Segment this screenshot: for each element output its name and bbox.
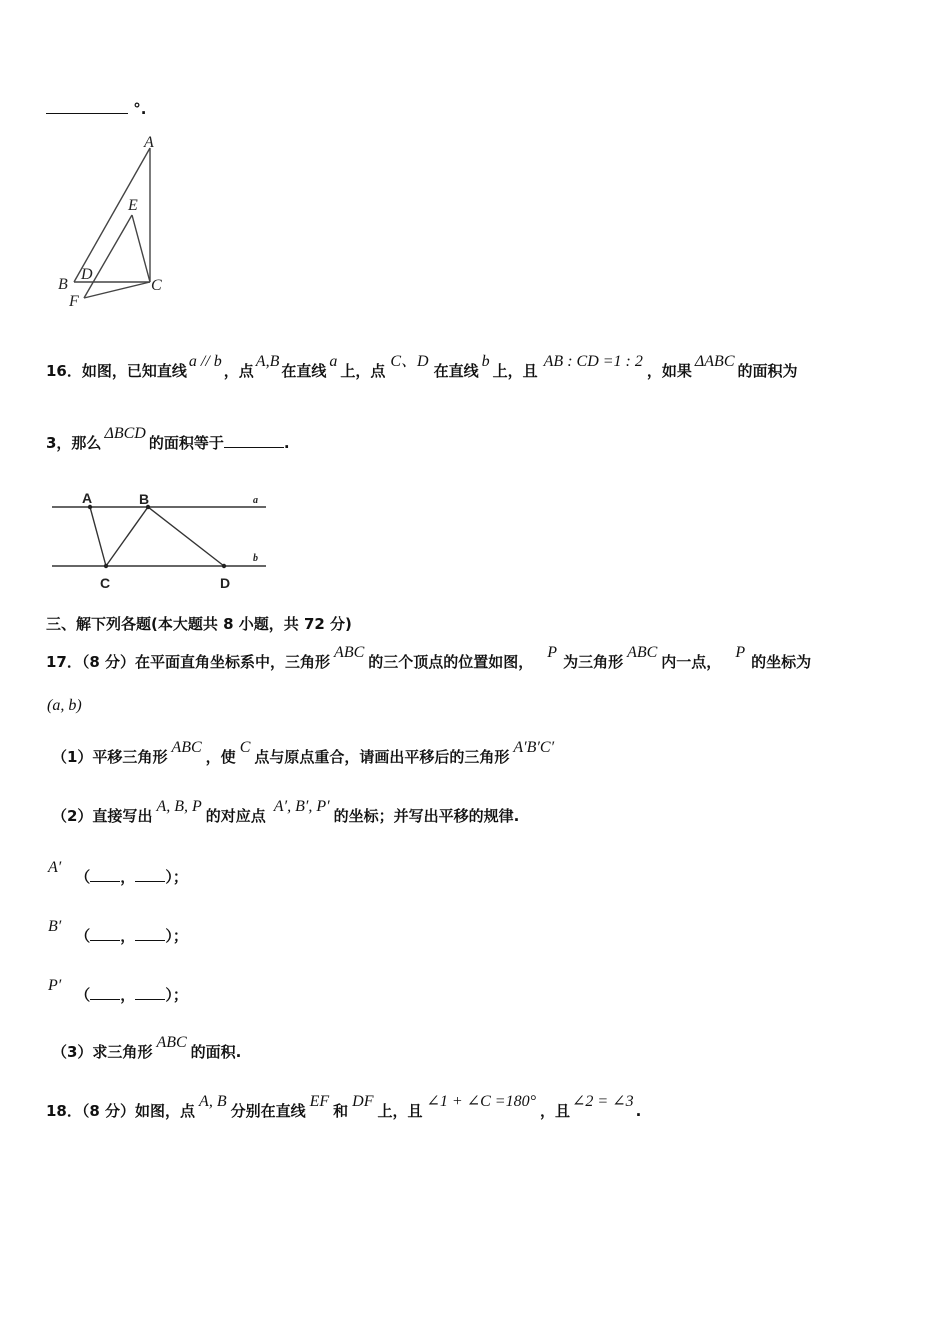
label-b: B <box>139 491 150 507</box>
q17-text: 内一点， <box>661 653 722 671</box>
q16-text: 上，点 <box>340 362 386 380</box>
q16-text: 在直线 <box>433 362 479 380</box>
q17-text: 为三角形 <box>563 653 624 671</box>
answer-p-prime <box>48 977 188 1005</box>
figure-parallel-lines <box>48 490 273 595</box>
answer-blank <box>46 112 128 114</box>
label-d: D <box>81 266 93 283</box>
answer-blank <box>90 939 120 941</box>
q17-math-abp: A, B, P <box>156 798 202 815</box>
q17-math-p: P <box>547 644 558 661</box>
q17-line-1 <box>46 644 812 672</box>
paren: ）； <box>165 927 188 945</box>
q17-math-c: C <box>239 739 251 756</box>
q18-text: ，且 <box>540 1102 571 1120</box>
q17-math-abc: ABC <box>156 1034 187 1051</box>
q17-text: 的对应点 <box>205 807 266 825</box>
q17-part-2 <box>52 798 520 826</box>
answer-blank <box>135 880 165 882</box>
paren: （ <box>75 986 91 1004</box>
q18-math-df: DF <box>352 1093 374 1110</box>
paren: （ <box>75 868 91 886</box>
q16-math-b: b <box>481 353 490 370</box>
q17-text: ，使 <box>205 748 236 766</box>
paren: ）； <box>165 868 188 886</box>
q16-text: 如图，已知直线 <box>81 362 187 380</box>
q17-math-abp-prime: A′, B′, P′ <box>273 798 330 815</box>
answer-b-prime <box>48 918 188 946</box>
q17-text: （8 分）在平面直角坐标系中，三角形 <box>81 653 331 671</box>
q17-math-abc: ABC <box>334 644 365 661</box>
label-e: E <box>128 197 138 214</box>
q18-text: 分别在直线 <box>230 1102 306 1120</box>
q17-math-abc-prime: A′B′C′ <box>513 739 555 756</box>
q18-math-ab: A, B <box>199 1093 227 1110</box>
q16-text: 3，那么 <box>46 434 102 452</box>
comma: ， <box>120 986 136 1004</box>
q18-text: （8 分）如图，点 <box>81 1102 196 1120</box>
q17-text: （1）平移三角形 <box>52 748 168 766</box>
q18-text: 和 <box>333 1102 349 1120</box>
q17-text: 点与原点重合，请画出平移后的三角形 <box>254 748 510 766</box>
q16-math-ratio: AB : CD =1 : 2 <box>543 353 643 370</box>
comma: ， <box>120 927 136 945</box>
q16-text: ，点 <box>223 362 254 380</box>
label-line-a: a <box>253 495 258 506</box>
q16-math-ab: A,B <box>255 353 280 370</box>
q17-text: 的坐标；并写出平移的规律. <box>333 807 520 825</box>
q16-text: 的面积为 <box>737 362 798 380</box>
q17-text: （2）直接写出 <box>52 807 153 825</box>
label-c: C <box>151 277 162 294</box>
q18-math-angle-sum: ∠1 + ∠C =180° <box>426 1093 536 1110</box>
label-b: B <box>58 276 68 293</box>
q17-part-1 <box>52 739 558 767</box>
q17-text: 的面积. <box>190 1043 242 1061</box>
q18-line-1 <box>46 1093 642 1121</box>
q17-part-3 <box>52 1034 242 1062</box>
q16-number: 16． <box>46 362 82 380</box>
q16-math-cd: C、D <box>390 353 429 370</box>
q17-text: 的坐标为 <box>751 653 812 671</box>
label-f: F <box>69 293 79 310</box>
q18-text: . <box>635 1102 642 1120</box>
q16-math-parallel: a // b <box>188 353 222 370</box>
label-line-b: b <box>253 553 258 564</box>
q17-math-abc: ABC <box>627 644 658 661</box>
q16-text: 上，且 <box>492 362 538 380</box>
q18-text: 上，且 <box>377 1102 423 1120</box>
q17-coord: (a, b) <box>47 697 82 714</box>
q16-math-tri-bcd: ΔBCD <box>104 425 146 442</box>
section-heading: 三、解下列各题(本大题共 8 小题，共 72 分) <box>46 615 352 633</box>
paren: ）； <box>165 986 188 1004</box>
q16-math-tri-abc: ΔABC <box>694 353 735 370</box>
answer-blank <box>224 446 284 448</box>
q17-math-p: P <box>735 644 746 661</box>
answer-blank <box>135 998 165 1000</box>
q16-math-a: a <box>329 353 338 370</box>
label-a: A <box>144 134 154 151</box>
q16-text: . <box>283 434 290 452</box>
label-c: C <box>100 575 111 591</box>
q17-number: 17． <box>46 653 82 671</box>
q18-number: 18． <box>46 1102 82 1120</box>
degree-tail: °. <box>133 100 147 118</box>
q17-text: 的三个顶点的位置如图， <box>368 653 534 671</box>
top-answer-line <box>46 100 146 118</box>
answer-blank <box>90 880 120 882</box>
q17-math-abc: ABC <box>171 739 202 756</box>
point-label: P′ <box>48 977 62 994</box>
q16-text: 在直线 <box>281 362 327 380</box>
q17-text: （3）求三角形 <box>52 1043 153 1061</box>
label-a: A <box>82 490 93 506</box>
label-d: D <box>220 575 231 591</box>
figure-triangle-abc <box>52 130 177 310</box>
comma: ， <box>120 868 136 886</box>
point-label: B′ <box>48 918 62 935</box>
q16-text: ，如果 <box>646 362 692 380</box>
q16-text: 的面积等于 <box>148 434 224 452</box>
q16-line-1 <box>46 353 798 381</box>
q18-math-angle-eq: ∠2 = ∠3 <box>572 1093 634 1110</box>
answer-blank <box>90 998 120 1000</box>
answer-blank <box>135 939 165 941</box>
paren: （ <box>75 927 91 945</box>
q18-math-ef: EF <box>309 1093 330 1110</box>
answer-a-prime <box>48 859 188 887</box>
q16-line-2 <box>46 425 290 453</box>
point-label: A′ <box>48 859 62 876</box>
